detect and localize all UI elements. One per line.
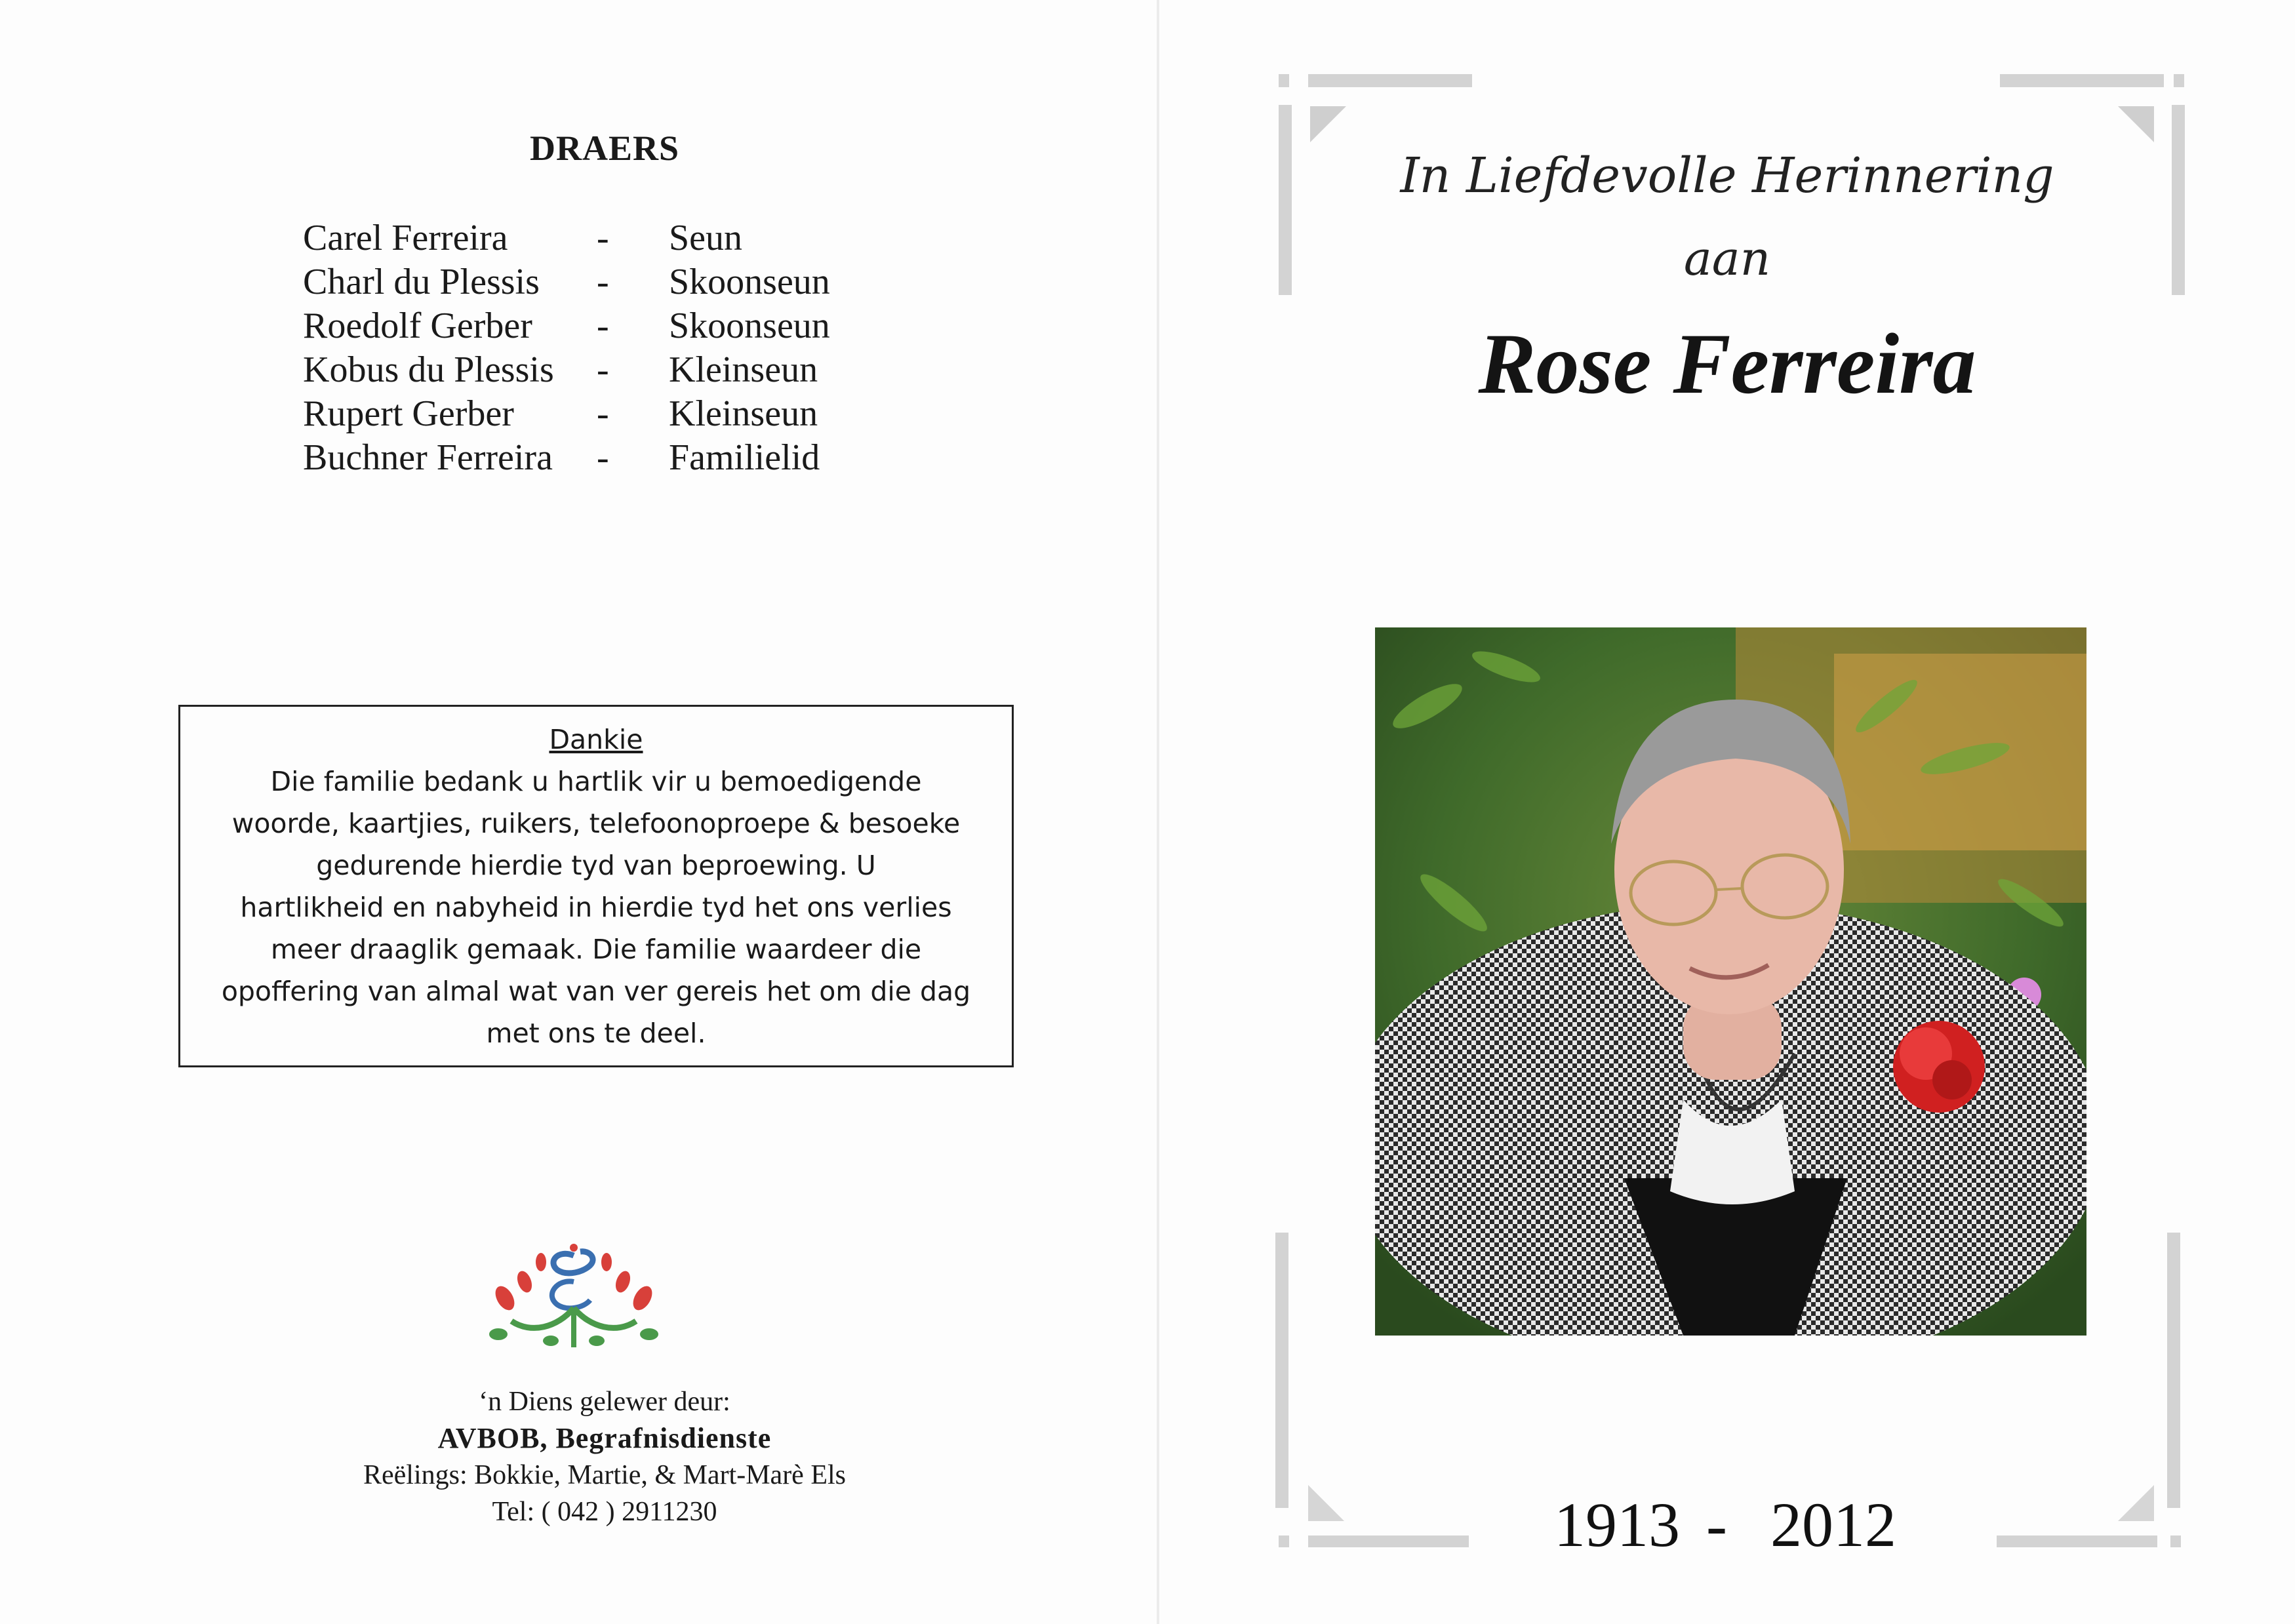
service-arrangements: Reëlings: Bokkie, Martie, & Mart-Marè Els — [363, 1460, 846, 1490]
thanks-line: meer draaglik gemaak. Die familie waardeer die — [270, 934, 922, 965]
year-dash: - — [1706, 1490, 1727, 1560]
bearer-relation: Kleinseun — [669, 393, 818, 434]
year-death: 2012 — [1770, 1490, 1896, 1560]
memory-aan: aan — [1683, 231, 1771, 286]
bearer-row — [303, 260, 830, 304]
bearer-name: Charl du Plessis — [303, 262, 540, 302]
bearer-row — [303, 216, 830, 260]
bearers-title: DRAERS — [529, 129, 680, 168]
bearer-relation: Kleinseun — [669, 349, 818, 390]
frame-bar — [1997, 1535, 2157, 1547]
bearer-relation: Familielid — [669, 437, 820, 478]
frame-bar — [1308, 1535, 1469, 1547]
bearer-name: Rupert Gerber — [303, 393, 514, 434]
frame-corner-triangle — [2118, 1485, 2154, 1521]
bearer-relation: Seun — [669, 218, 742, 258]
bearer-relation: Skoonseun — [669, 262, 830, 302]
frame-bar — [2000, 74, 2164, 87]
deceased-name: Rose Ferreira — [1478, 315, 1976, 412]
frame-bar — [2174, 74, 2184, 87]
frame-bar — [2170, 1535, 2181, 1547]
portrait-photo — [1375, 627, 2086, 1336]
frame-bar — [1279, 1535, 1289, 1547]
frame-corner-triangle — [1310, 106, 1346, 142]
thanks-line: met ons te deel. — [486, 1018, 706, 1049]
service-tel: Tel: ( 042 ) 2911230 — [492, 1497, 717, 1527]
frame-corner-triangle — [2118, 106, 2154, 142]
frame-bar — [1279, 74, 1289, 87]
bearers-list — [303, 216, 830, 480]
bearer-row — [303, 304, 830, 348]
thanks-line: Die familie bedank u hartlik vir u bemoedigende — [270, 766, 922, 797]
frame-bar — [1275, 1233, 1288, 1508]
thanks-line: woorde, kaartjies, ruikers, telefoonoproepe & besoeke — [231, 808, 961, 839]
bearer-row — [303, 392, 830, 436]
bearer-row — [303, 436, 830, 480]
bearer-dash: - — [597, 437, 609, 478]
frame-bar — [2167, 1233, 2180, 1508]
service-intro: ‘n Diens gelewer deur: — [479, 1387, 730, 1417]
thanks-line: opoffering van almal wat van ver gereis het om die dag — [221, 976, 971, 1007]
bearer-dash: - — [597, 349, 609, 390]
thanks-line: hartlikheid en nabyheid in hierdie tyd het ons verlies — [240, 892, 952, 923]
bearer-dash: - — [597, 218, 609, 258]
bearer-dash: - — [597, 306, 609, 346]
frame-corner-triangle — [1308, 1485, 1344, 1521]
bearer-name: Kobus du Plessis — [303, 349, 554, 390]
thanks-line: gedurende hierdie tyd van beproewing. U — [316, 850, 876, 881]
thanks-title: Dankie — [549, 724, 643, 755]
bearer-relation: Skoonseun — [669, 306, 830, 346]
bearer-row — [303, 348, 830, 392]
bearer-dash: - — [597, 262, 609, 302]
thanks-box — [178, 705, 1014, 1067]
service-company: AVBOB, Begrafnisdienste — [437, 1422, 772, 1454]
floral-ornament-icon — [485, 1242, 662, 1354]
memory-line: In Liefdevolle Herinnering — [1400, 148, 2054, 204]
frame-bar — [1308, 74, 1472, 87]
service-notice — [0, 1383, 1209, 1530]
bearer-name: Carel Ferreira — [303, 218, 508, 258]
thanks-body — [180, 761, 1012, 1054]
bearer-name: Roedolf Gerber — [303, 306, 532, 346]
bearer-name: Buchner Ferreira — [303, 437, 553, 478]
year-birth: 1913 — [1554, 1490, 1680, 1560]
bearer-dash: - — [597, 393, 609, 434]
